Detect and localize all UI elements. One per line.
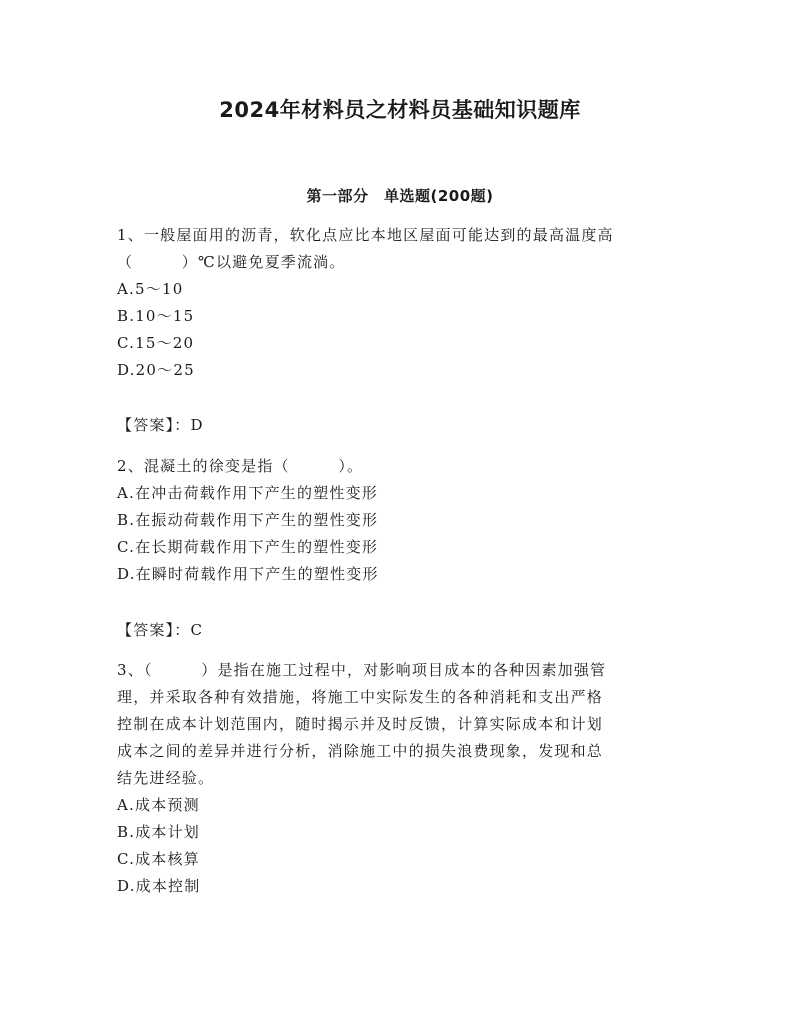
- section-heading: 第一部分 单选题(200题): [306, 187, 494, 205]
- question-1-option-a: A.5～10: [117, 280, 184, 298]
- question-1-answer: [117, 412, 685, 439]
- question-3-stem-line-5: 结先进经验。: [117, 769, 215, 787]
- question-2-option-c: C.在长期荷载作用下产生的塑性变形: [117, 538, 379, 556]
- question-2-option-d: D.在瞬时荷载作用下产生的塑性变形: [117, 565, 379, 583]
- question-3-stem-line-1: 3、（ ）是指在施工过程中，对影响项目成本的各种因素加强管: [117, 661, 607, 679]
- question-3-option-c: C.成本核算: [117, 850, 200, 868]
- question-3-option-d: D.成本控制: [117, 877, 201, 895]
- question-2-option-a: A.在冲击荷载作用下产生的塑性变形: [117, 484, 379, 502]
- question-1-option-b: B.10～15: [117, 307, 195, 325]
- question-3: [117, 657, 685, 900]
- question-1-option-d: D.20～25: [117, 361, 195, 379]
- question-3-option-a: A.成本预测: [117, 796, 200, 814]
- question-1-stem-line-1: 1、一般屋面用的沥青，软化点应比本地区屋面可能达到的最高温度高: [117, 226, 614, 244]
- document-title: 2024年材料员之材料员基础知识题库: [219, 98, 581, 122]
- answer-value: C: [190, 621, 204, 639]
- answer-label: 【答案】：: [117, 416, 191, 434]
- question-1: [117, 222, 685, 384]
- question-3-option-b: B.成本计划: [117, 823, 200, 841]
- answer-value: D: [190, 416, 204, 434]
- question-2-stem-line-1: 2、混凝土的徐变是指（ ）。: [117, 457, 364, 475]
- question-2: [117, 453, 685, 588]
- question-2-option-b: B.在振动荷载作用下产生的塑性变形: [117, 511, 379, 529]
- question-2-answer: [117, 617, 685, 644]
- question-3-stem-line-2: 理，并采取各种有效措施，将施工中实际发生的各种消耗和支出严格: [117, 688, 604, 706]
- question-1-stem-line-2: （ ）℃以避免夏季流淌。: [117, 253, 346, 271]
- question-1-option-c: C.15～20: [117, 334, 195, 352]
- answer-label: 【答案】：: [117, 621, 191, 639]
- question-3-stem-line-4: 成本之间的差异并进行分析，消除施工中的损失浪费现象，发现和总: [117, 742, 604, 760]
- question-3-stem-line-3: 控制在成本计划范围内，随时揭示并及时反馈，计算实际成本和计划: [117, 715, 604, 733]
